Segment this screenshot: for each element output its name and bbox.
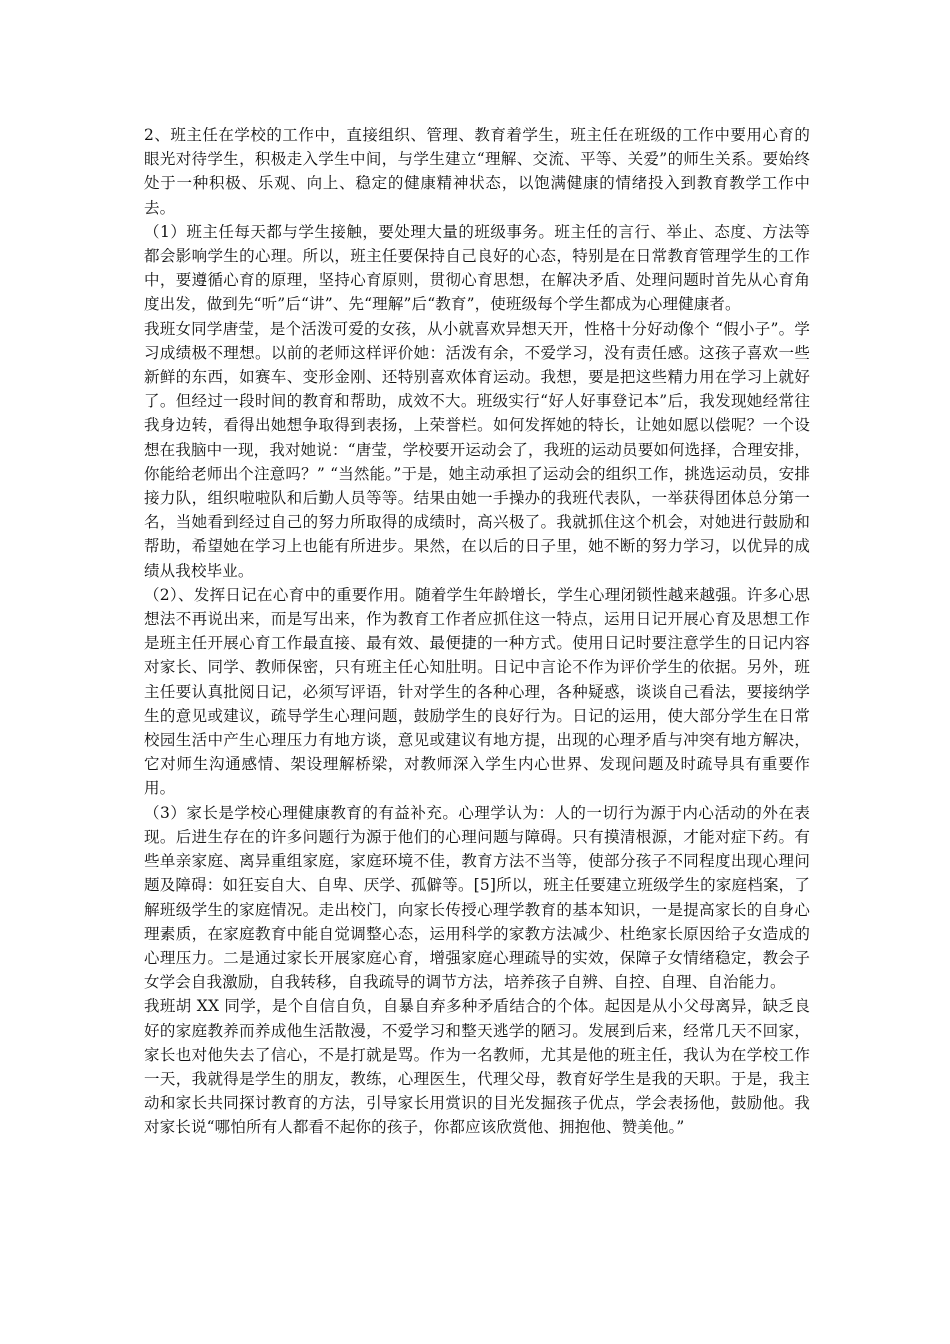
paragraph-1: 2、班主任在学校的工作中，直接组织、管理、教育着学生，班主任在班级的工作中要用心育的眼光对待学生，积极走入学生中间，与学生建立“理解、交流、平等、关爱”的师生关系。要始终处于一种积极、乐观、向上、稳定的健康精神状态，以饱满健康的情绪投入到教育教学工作中去。 (144, 126, 810, 217)
paragraph-6: 我班胡 XX 同学，是个自信自负，自暴自弃多种矛盾结合的个体。起因是从小父母离异，缺乏良好的家庭教养而养成他生活散漫，不爱学习和整天逃学的陋习。发展到后来，经常几天不回家，家长也对他失去了信心，不是打就是骂。作为一名教师，尤其是他的班主任，我认为在学校工作一天，我就得是学生的朋友，教练，心理医生，代理父母，教育好学生是我的天职。于是，我主动和家长共同探讨教育的方法，引导家长用赏识的目光发掘孩子优点，学会表扬他，鼓励他。我对家长说“哪怕所有人都看不起你的孩子，你都应该欣赏他、拥抱他、赞美他。” (144, 997, 810, 1137)
paragraph-5: （3）家长是学校心理健康教育的有益补充。心理学认为：人的一切行为源于内心活动的外在表现。后进生存在的许多问题行为源于他们的心理问题与障碍。只有摸清根源，才能对症下药。有些单亲家庭、离异重组家庭，家庭环境不佳，教育方法不当等，使部分孩子不同程度出现心理问题及障碍：如狂妄自大、自卑、厌学、孤僻等。[5]所以，班主任要建立班级学生的家庭档案，了解班级学生的家庭情况。走出校门，向家长传授心理学教育的基本知识，一是提高家长的自身心理素质，在家庭教育中能自觉调整心态，运用科学的家教方法减少、杜绝家长原因给子女造成的心理压力。二是通过家长开展家庭心育，增强家庭心理疏导的实效，保障子女情绪稳定，教会子女学会自我激励，自我转移，自我疏导的调节方法，培养孩子自辨、自控、自理、自治能力。 (144, 803, 810, 992)
document-body (144, 123, 810, 1140)
paragraph-3: 我班女同学唐莹，是个活泼可爱的女孩，从小就喜欢异想天开，性格十分好动像个 “假小子”。学习成绩极不理想。以前的老师这样评价她：活泼有余，不爱学习，没有责任感。这孩子喜欢一些新鲜的东西，如赛车、变形金刚、还特别喜欢体育运动。我想，要是把这些精力用在学习上就好了。但经过一段时间的教育和帮助，成效不大。班级实行“好人好事登记本”后，我发现她经常往我身边转，看得出她想争取得到表扬，上荣誉栏。如何发挥她的特长，让她如愿以偿呢？一个设想在我脑中一现，我对她说：“唐莹，学校要开运动会了，我班的运动员要如何选择，合理安排，你能给老师出个注意吗？” “当然能。”于是，她主动承担了运动会的组织工作，挑选运动员，安排接力队，组织啦啦队和后勤人员等等。结果由她一手操办的我班代表队，一举获得团体总分第一名，当她看到经过自己的努力所取得的成绩时，高兴极了。我就抓住这个机会，对她进行鼓励和帮助，希望她在学习上也能有所进步。果然，在以后的日子里，她不断的努力学习，以优异的成绩从我校毕业。 (144, 319, 810, 580)
paragraph-2: （1）班主任每天都与学生接触，要处理大量的班级事务。班主任的言行、举止、态度、方法等都会影响学生的心理。所以，班主任要保持自己良好的心态，特别是在日常教育管理学生的工作中，要遵循心育的原理，坚持心育原则，贯彻心育思想，在解决矛盾、处理问题时首先从心育角度出发，做到先“听”后“讲”、先“理解”后“教育”，使班级每个学生都成为心理健康者。 (144, 222, 810, 314)
paragraph-4: （2）、发挥日记在心育中的重要作用。随着学生年龄增长，学生心理闭锁性越来越强。许多心思想法不再说出来，而是写出来，作为教育工作者应抓住这一特点，运用日记开展心育及思想工作是班主任开展心育工作最直接、最有效、最便捷的一种方式。使用日记时要注意学生的日记内容对家长、同学、教师保密，只有班主任心知肚明。日记中言论不作为评价学生的依据。另外，班主任要认真批阅日记，必须写评语，针对学生的各种心理，各种疑惑，谈谈自己看法，要接纳学生的意见或建议，疏导学生心理问题，鼓励学生的良好行为。日记的运用，使大部分学生在日常校园生活中产生心理压力有地方谈，意见或建议有地方提，出现的心理矛盾与冲突有地方解决，它对师生沟通感情、架设理解桥梁，对教师深入学生内心世界、发现问题及时疏导具有重要作用。 (144, 585, 810, 798)
